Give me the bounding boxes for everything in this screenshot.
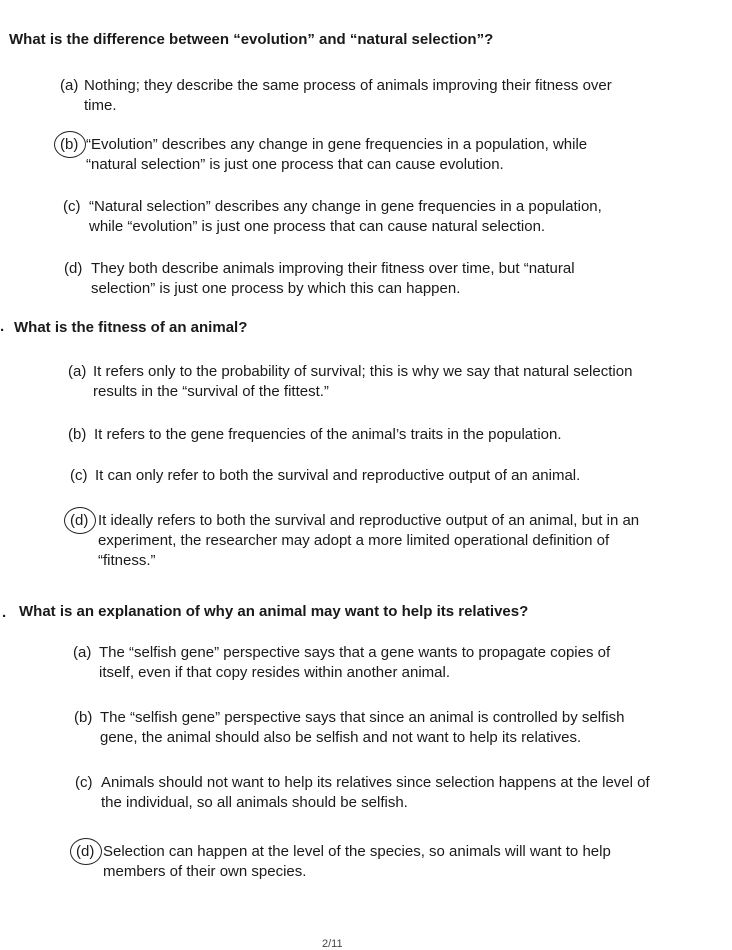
question-2-prompt: What is the fitness of an animal? (14, 319, 248, 336)
option-text: “Evolution” describes any change in gene frequencies in a population, while “natural selection” is just one process that can cause evolution. (86, 136, 588, 173)
option-letter: (c) (63, 198, 81, 215)
question-2-option-a (68, 362, 648, 402)
option-text: The “selfish gene” perspective says that a gene wants to propagate copies of itself, even if that copy resides within another animal. (99, 644, 611, 681)
question-1-option-b-selected (60, 135, 600, 175)
question-2-option-b (68, 425, 648, 445)
question-2-number: . (0, 318, 5, 335)
option-text: Nothing; they describe the same process of animals improving their fitness over time. (84, 77, 612, 114)
option-letter: (c) (75, 774, 93, 791)
option-letter: (a) (73, 644, 92, 661)
question-3-number: . (2, 604, 7, 621)
option-letter: (c) (70, 467, 88, 484)
question-3-option-b (74, 708, 654, 748)
option-text: It refers to the gene frequencies of the animal’s traits in the population. (94, 426, 562, 443)
option-letter: (a) (68, 363, 87, 380)
question-1-option-c (63, 197, 623, 237)
option-text: It ideally refers to both the survival and reproductive output of an animal, but in an experiment, the researcher may adopt a more limited operational definition of “fitness.” (98, 512, 640, 569)
question-2-option-d-selected (70, 511, 650, 571)
option-text: The “selfish gene” perspective says that since an animal is controlled by selfish gene, the animal should also be selfish and not want to help its relatives. (100, 709, 625, 746)
question-3-option-a (73, 643, 633, 683)
question-1-option-a (60, 76, 620, 116)
question-1-option-d (64, 259, 594, 299)
question-3-option-c (75, 773, 655, 813)
page-number: 2/11 (322, 938, 343, 950)
option-letter-circled: (b) (60, 136, 79, 153)
option-text: It can only refer to both the survival and reproductive output of an animal. (95, 467, 581, 484)
question-2-option-c (70, 466, 650, 486)
question-3-option-d-selected (76, 842, 636, 882)
option-letter-circled: (d) (70, 512, 89, 529)
option-letter-circled: (d) (76, 843, 95, 860)
option-text: They both describe animals improving their fitness over time, but “natural selection” is just one process by which this can happen. (91, 260, 575, 297)
option-text: Animals should not want to help its relatives since selection happens at the level of the individual, so all animals should be selfish. (101, 774, 650, 811)
option-letter: (a) (60, 77, 79, 94)
option-text: It refers only to the probability of survival; this is why we say that natural selection results in the “survival of the fittest.” (93, 363, 633, 400)
question-3-prompt: What is an explanation of why an animal may want to help its relatives? (19, 603, 529, 620)
option-letter: (d) (64, 260, 83, 277)
option-letter: (b) (74, 709, 93, 726)
option-text: Selection can happen at the level of the species, so animals will want to help members of their own species. (103, 843, 611, 880)
question-1-prompt: What is the difference between “evolution” and “natural selection”? (9, 31, 494, 48)
option-text: “Natural selection” describes any change in gene frequencies in a population, while “evolution” is just one process that can cause natural selection. (89, 198, 602, 235)
option-letter: (b) (68, 426, 87, 443)
